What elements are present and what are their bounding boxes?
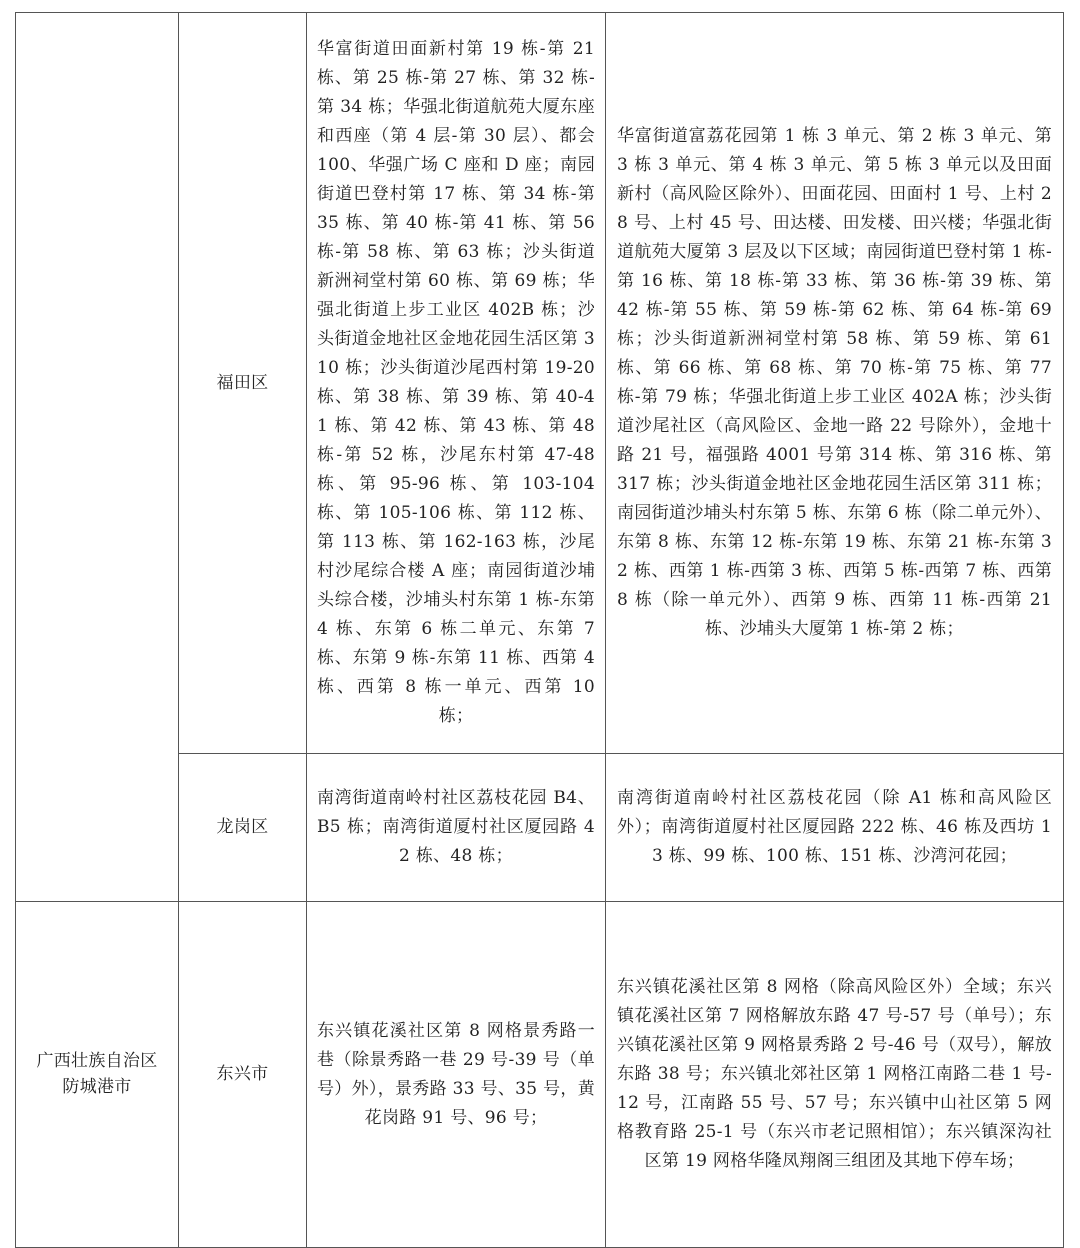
risk-area-table bbox=[15, 12, 1064, 1248]
district-cell bbox=[179, 13, 307, 754]
district-label: 龙岗区 bbox=[216, 817, 269, 837]
table-row bbox=[16, 902, 1064, 1248]
medium-risk-cell bbox=[307, 902, 606, 1248]
medium-risk-text: 南湾街道南岭村社区荔枝花园 B4、B5 栋；南湾街道厦村社区厦园路 42 栋、48 栋； bbox=[317, 788, 595, 866]
low-risk-cell bbox=[606, 754, 1064, 902]
medium-risk-text: 华富街道田面新村第 19 栋-第 21 栋、第 25 栋-第 27 栋、第 32 栋-第 34 栋；华强北街道航苑大厦东座和西座（第 4 层-第 30 层）、都会 100、华强广场 C 座和 D 座；南园街道巴登村第 17 栋、第 34 栋-第 35 栋、第 40 栋-第 41 栋、第 56 栋-第 58 栋、第 63 栋；沙头街道新洲祠堂村第 60 栋、第 69 栋；华强北街道上步工业区 402B 栋；沙头街道金地社区金地花园生活区第 310 栋；沙头街道沙尾西村第 19-20 栋、第 38 栋、第 39 栋、第 40-41 栋、第 42 栋、第 43 栋、第 48 栋-第 52 栋，沙尾东村第 47-48 栋、第 95-96 栋、第 103-104 栋、第 105-106 栋、第 112 栋、第 113 栋、第 162-163 栋，沙尾村沙尾综合楼 A 座；南园街道沙埔头综合楼，沙埔头村东第 1 栋-东第 4 栋、东第 6 栋二单元、东第 7 栋、东第 9 栋-东第 11 栋、西第 4 栋、西第 8 栋一单元、西第 10 栋； bbox=[317, 39, 595, 726]
table-row bbox=[16, 13, 1064, 754]
low-risk-text: 华富街道富荔花园第 1 栋 3 单元、第 2 栋 3 单元、第 3 栋 3 单元、第 4 栋 3 单元、第 5 栋 3 单元以及田面新村（高风险区除外）、田面花园、田面村 1 号、上村 28 号、上村 45 号、田达楼、田发楼、田兴楼；华强北街道航苑大厦第 3 层及以下区域；南园街道巴登村第 1 栋-第 16 栋、第 18 栋-第 33 栋、第 36 栋-第 39 栋、第 42 栋-第 55 栋、第 59 栋-第 62 栋、第 64 栋-第 69 栋；沙头街道新洲祠堂村第 58 栋、第 59 栋、第 61 栋、第 66 栋、第 68 栋、第 70 栋-第 75 栋、第 77 栋-第 79 栋；华强北街道上步工业区 402A 栋；沙头街道沙尾社区（高风险区、金地一路 22 号除外），金地十路 21 号，福强路 4001 号第 314 栋、第 316 栋、第 317 栋；沙头街道金地社区金地花园生活区第 311 栋；南园街道沙埔头村东第 5 栋、东第 6 栋（除二单元外）、东第 8 栋、东第 12 栋-东第 19 栋、东第 21 栋-东第 32 栋、西第 1 栋-西第 3 栋、西第 5 栋-西第 7 栋、西第 8 栋（除一单元外）、西第 9 栋、西第 11 栋-西第 21 栋、沙埔头大厦第 1 栋-第 2 栋； bbox=[617, 126, 1052, 639]
low-risk-text: 东兴镇花溪社区第 8 网格（除高风险区外）全域；东兴镇花溪社区第 7 网格解放东路 47 号-57 号（单号）；东兴镇花溪社区第 9 网格景秀路 2 号-46 号（双号），解放东路 38 号；东兴镇北郊社区第 1 网格江南路二巷 1 号-12 号，江南路 55 号、57 号；东兴镇中山社区第 5 网格教育路 25-1 号（东兴市老记照相馆）；东兴镇深沟社区第 19 网格华隆凤翔阁三组团及其地下停车场； bbox=[617, 977, 1052, 1171]
district-label: 福田区 bbox=[216, 372, 269, 393]
district-label: 东兴市 bbox=[216, 1064, 269, 1084]
medium-risk-cell bbox=[307, 754, 606, 902]
region-cell bbox=[16, 902, 179, 1248]
medium-risk-cell bbox=[307, 13, 606, 754]
region-label: 广西壮族自治区防城港市 bbox=[36, 1050, 158, 1097]
district-cell bbox=[179, 754, 307, 902]
region-cell bbox=[16, 13, 179, 902]
low-risk-cell bbox=[606, 13, 1064, 754]
low-risk-cell bbox=[606, 902, 1064, 1248]
district-cell bbox=[179, 902, 307, 1248]
low-risk-text: 南湾街道南岭村社区荔枝花园（除 A1 栋和高风险区外）；南湾街道厦村社区厦园路 222 栋、46 栋及西坊 13 栋、99 栋、100 栋、151 栋、沙湾河花园； bbox=[617, 788, 1052, 866]
medium-risk-text: 东兴镇花溪社区第 8 网格景秀路一巷（除景秀路一巷 29 号-39 号（单号）外），景秀路 33 号、35 号，黄花岗路 91 号、96 号； bbox=[317, 1020, 595, 1128]
